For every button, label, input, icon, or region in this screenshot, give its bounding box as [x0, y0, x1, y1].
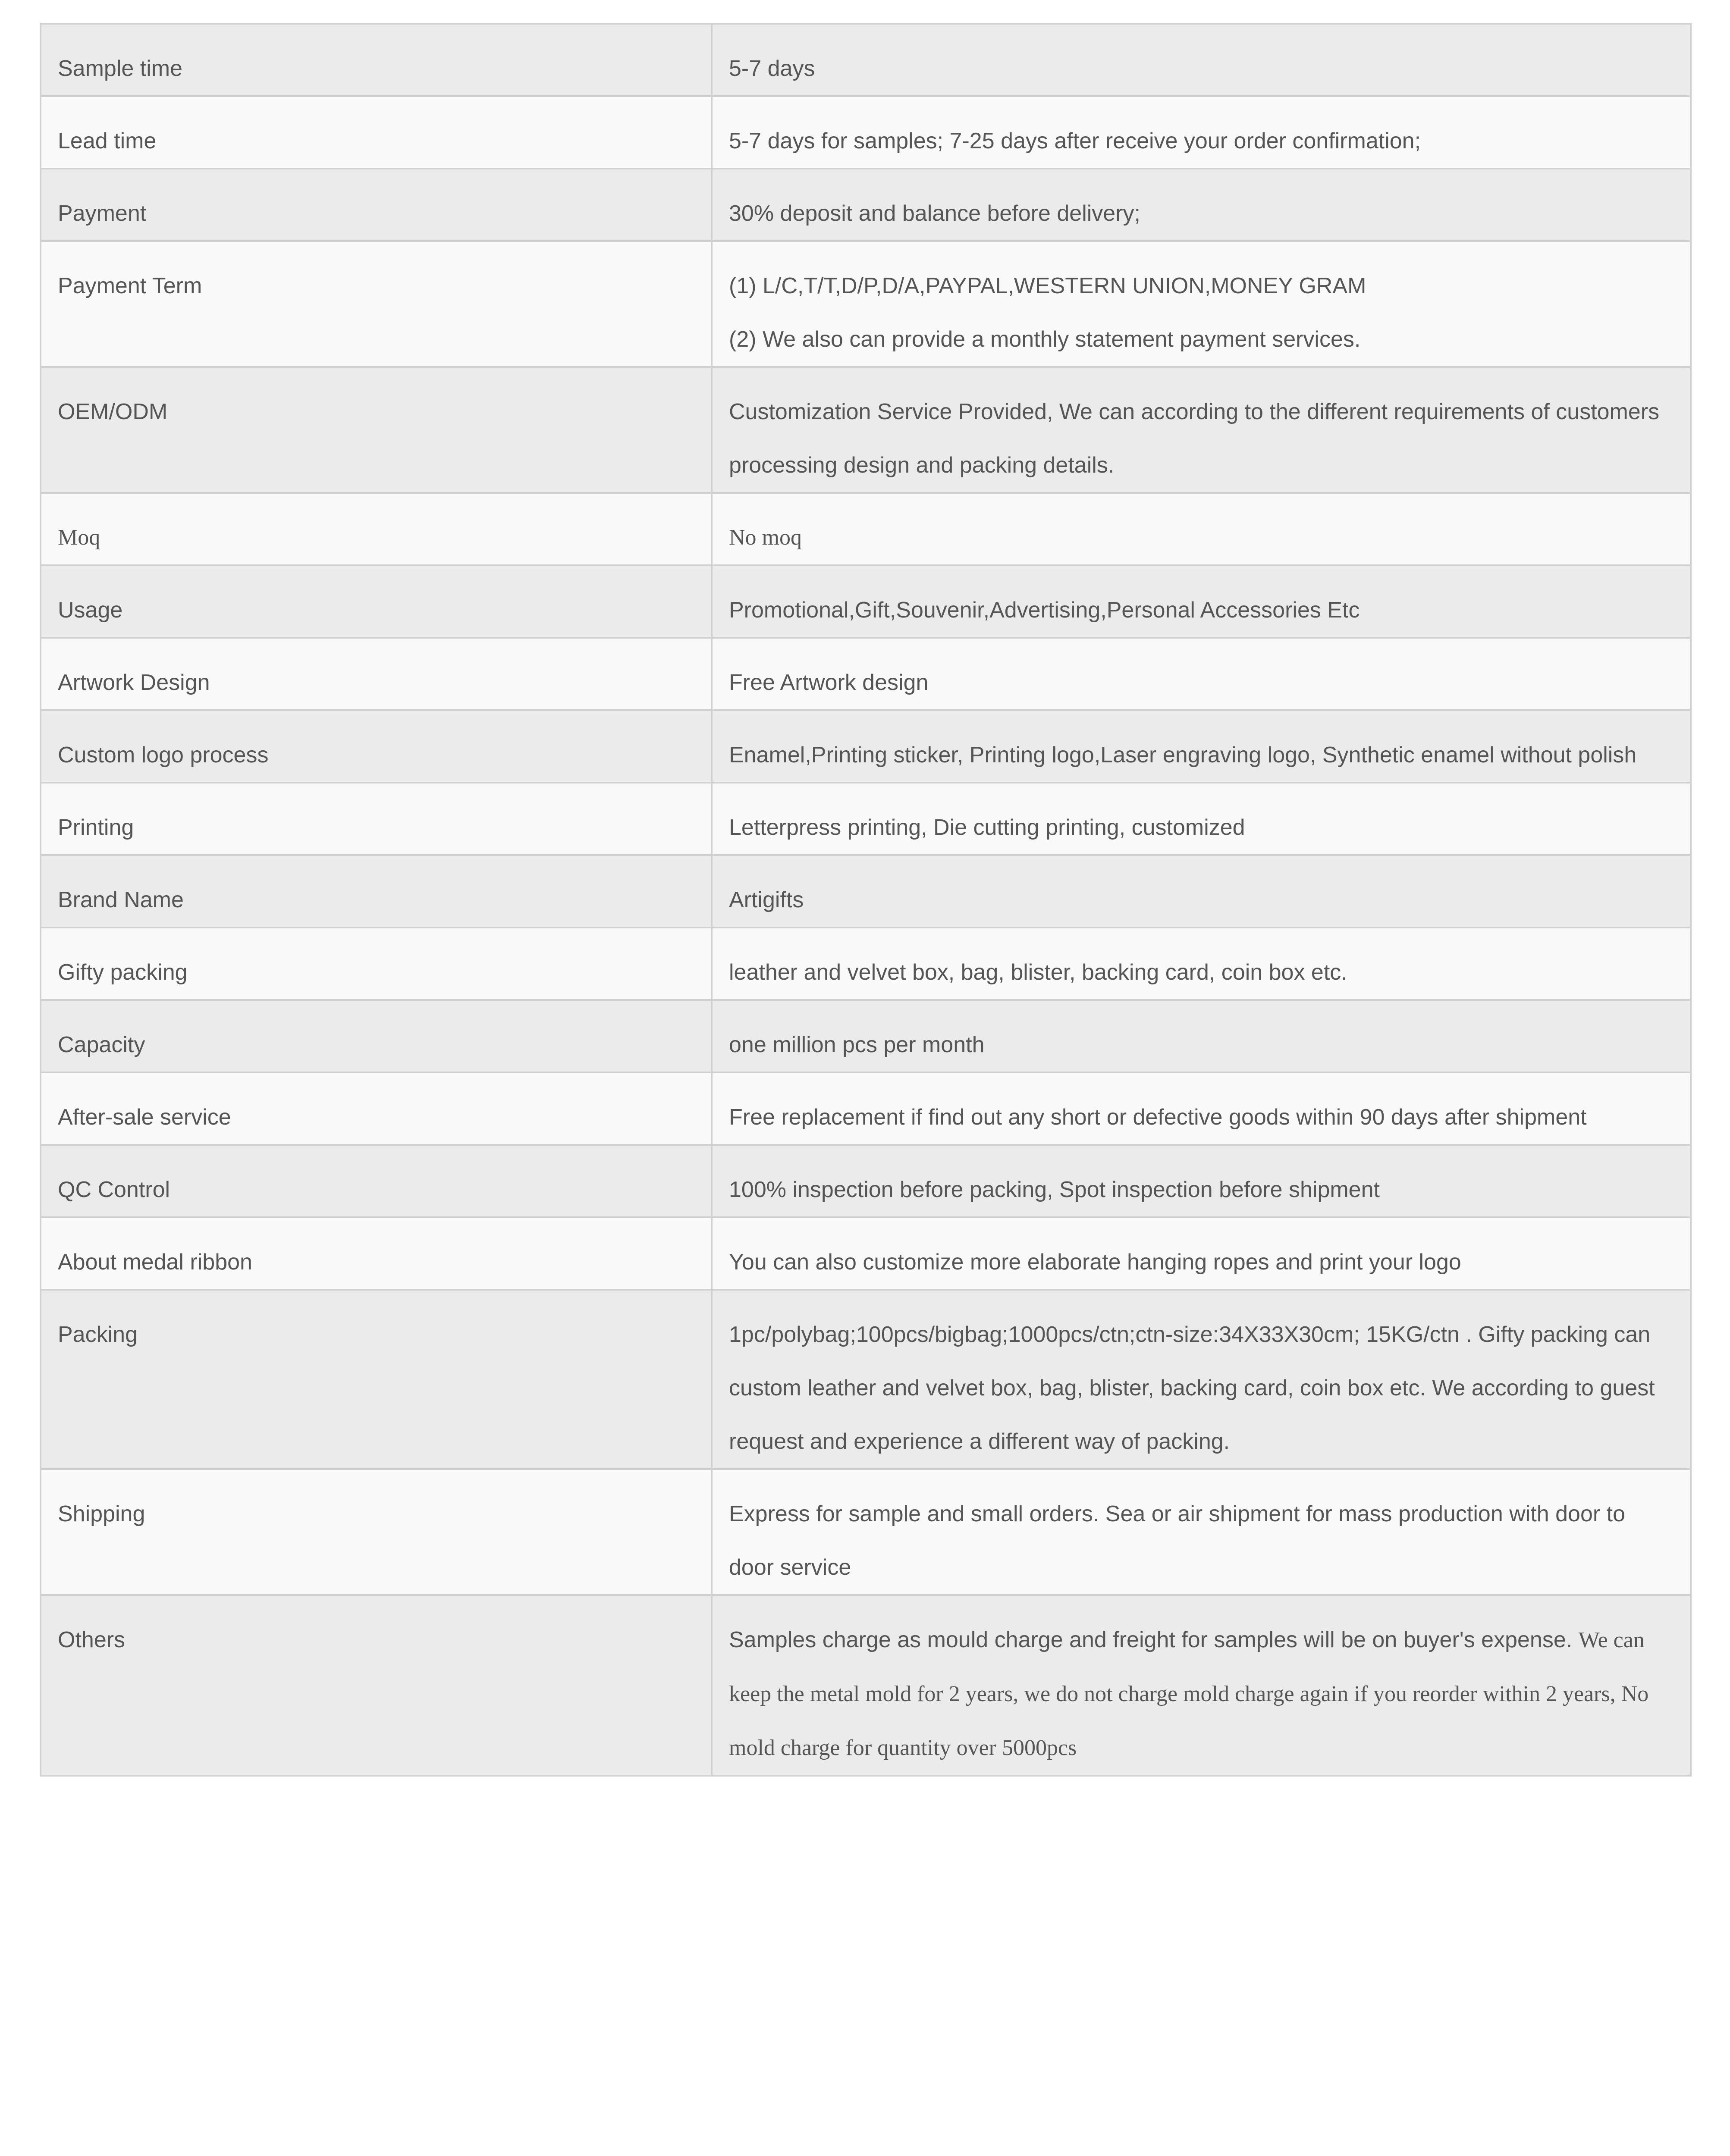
table-row [41, 493, 1691, 565]
table-row [41, 1595, 1691, 1776]
table-row [41, 1217, 1691, 1290]
row-value-line: No moq [729, 525, 802, 550]
row-value [712, 24, 1691, 96]
row-value-line: 30% deposit and balance before delivery; [729, 201, 1140, 226]
spec-table-body [41, 24, 1691, 1776]
row-value-line: Letterpress printing, Die cutting printing, customized [729, 815, 1245, 840]
row-label-text: Custom logo process [58, 743, 269, 768]
row-label-text: Brand Name [58, 887, 184, 912]
table-row [41, 96, 1691, 169]
row-value [712, 638, 1691, 710]
row-value [712, 1595, 1691, 1776]
table-row [41, 710, 1691, 783]
row-value [712, 565, 1691, 638]
row-value [712, 169, 1691, 241]
row-value [712, 367, 1691, 493]
row-value [712, 96, 1691, 169]
row-value-line: Express for sample and small orders. Sea or air shipment for mass production with door to door service [729, 1501, 1626, 1580]
row-label-text: Capacity [58, 1032, 145, 1057]
row-label [41, 1469, 712, 1595]
row-value [712, 1145, 1691, 1217]
row-label-text: Payment Term [58, 273, 202, 298]
table-row [41, 565, 1691, 638]
row-value-line: leather and velvet box, bag, blister, backing card, coin box etc. [729, 960, 1347, 985]
table-row [41, 241, 1691, 367]
row-label [41, 241, 712, 367]
row-label [41, 1290, 712, 1469]
table-row [41, 928, 1691, 1000]
row-value [712, 241, 1691, 367]
table-row [41, 1290, 1691, 1469]
row-label [41, 96, 712, 169]
row-value-line: 5-7 days for samples; 7-25 days after receive your order confirmation; [729, 128, 1421, 154]
row-label [41, 493, 712, 565]
spec-table [40, 23, 1692, 1777]
row-value-line: 1pc/polybag;100pcs/bigbag;1000pcs/ctn;ctn-size:34X33X30cm; 15KG/ctn . Gifty packing can custom leather and velvet box, bag, blister, backing card, coin box etc. We according to guest request and experience a different way of packing. [729, 1322, 1655, 1454]
row-label-text: Artwork Design [58, 670, 210, 695]
row-label [41, 855, 712, 928]
row-value [712, 1072, 1691, 1145]
row-value-serif-tail: We can keep the metal mold for 2 years, we do not charge mold charge again if you reorder within 2 years, No mold charge for quantity over 5000pcs [729, 1628, 1649, 1760]
row-label [41, 928, 712, 1000]
row-value-line: Enamel,Printing sticker, Printing logo,Laser engraving logo, Synthetic enamel without polish [729, 743, 1637, 768]
row-label-text: Printing [58, 815, 134, 840]
row-value [712, 1290, 1691, 1469]
row-label-text: Moq [58, 525, 100, 550]
row-label-text: Lead time [58, 128, 157, 154]
row-label [41, 24, 712, 96]
row-value [712, 1000, 1691, 1072]
row-value [712, 928, 1691, 1000]
row-label [41, 1595, 712, 1776]
row-value-line: 100% inspection before packing, Spot inspection before shipment [729, 1177, 1380, 1202]
row-label-text: About medal ribbon [58, 1250, 252, 1275]
row-value-line: (1) L/C,T/T,D/P,D/A,PAYPAL,WESTERN UNION,MONEY GRAM [729, 273, 1366, 298]
row-label-text: Usage [58, 598, 123, 623]
table-row [41, 1469, 1691, 1595]
row-label [41, 169, 712, 241]
table-row [41, 855, 1691, 928]
row-value-line: Customization Service Provided, We can according to the different requirements of customers processing design and packing details. [729, 399, 1660, 478]
row-label [41, 710, 712, 783]
row-label-text: Sample time [58, 56, 182, 81]
table-row [41, 1145, 1691, 1217]
table-row [41, 783, 1691, 855]
table-row [41, 367, 1691, 493]
row-label-text: QC Control [58, 1177, 170, 1202]
row-value-line: (2) We also can provide a monthly statement payment services. [729, 327, 1361, 352]
row-label [41, 783, 712, 855]
row-value-line: 5-7 days [729, 56, 815, 81]
row-label-text: OEM/ODM [58, 399, 168, 424]
row-label [41, 1145, 712, 1217]
row-value [712, 1217, 1691, 1290]
row-value-line: Samples charge as mould charge and freight for samples will be on buyer's expense. [729, 1627, 1573, 1652]
row-label-text: Payment [58, 201, 147, 226]
row-label [41, 1072, 712, 1145]
row-value-line: Promotional,Gift,Souvenir,Advertising,Personal Accessories Etc [729, 598, 1360, 623]
row-value [712, 1469, 1691, 1595]
table-row [41, 24, 1691, 96]
table-row [41, 169, 1691, 241]
row-label-text: Others [58, 1627, 126, 1652]
row-value [712, 710, 1691, 783]
row-label [41, 367, 712, 493]
row-label-text: After-sale service [58, 1105, 231, 1130]
row-label [41, 638, 712, 710]
row-value-line: Free Artwork design [729, 670, 929, 695]
row-value-line: one million pcs per month [729, 1032, 985, 1057]
table-row [41, 638, 1691, 710]
row-label [41, 565, 712, 638]
row-value-line: Artigifts [729, 887, 804, 912]
row-value [712, 855, 1691, 928]
row-label-text: Packing [58, 1322, 138, 1347]
row-value [712, 783, 1691, 855]
row-label-text: Gifty packing [58, 960, 188, 985]
table-row [41, 1000, 1691, 1072]
row-label [41, 1217, 712, 1290]
row-value-line: You can also customize more elaborate hanging ropes and print your logo [729, 1250, 1461, 1275]
table-row [41, 1072, 1691, 1145]
row-label-text: Shipping [58, 1501, 145, 1526]
row-value-line: Free replacement if find out any short or defective goods within 90 days after shipment [729, 1105, 1587, 1130]
row-value [712, 493, 1691, 565]
row-label [41, 1000, 712, 1072]
